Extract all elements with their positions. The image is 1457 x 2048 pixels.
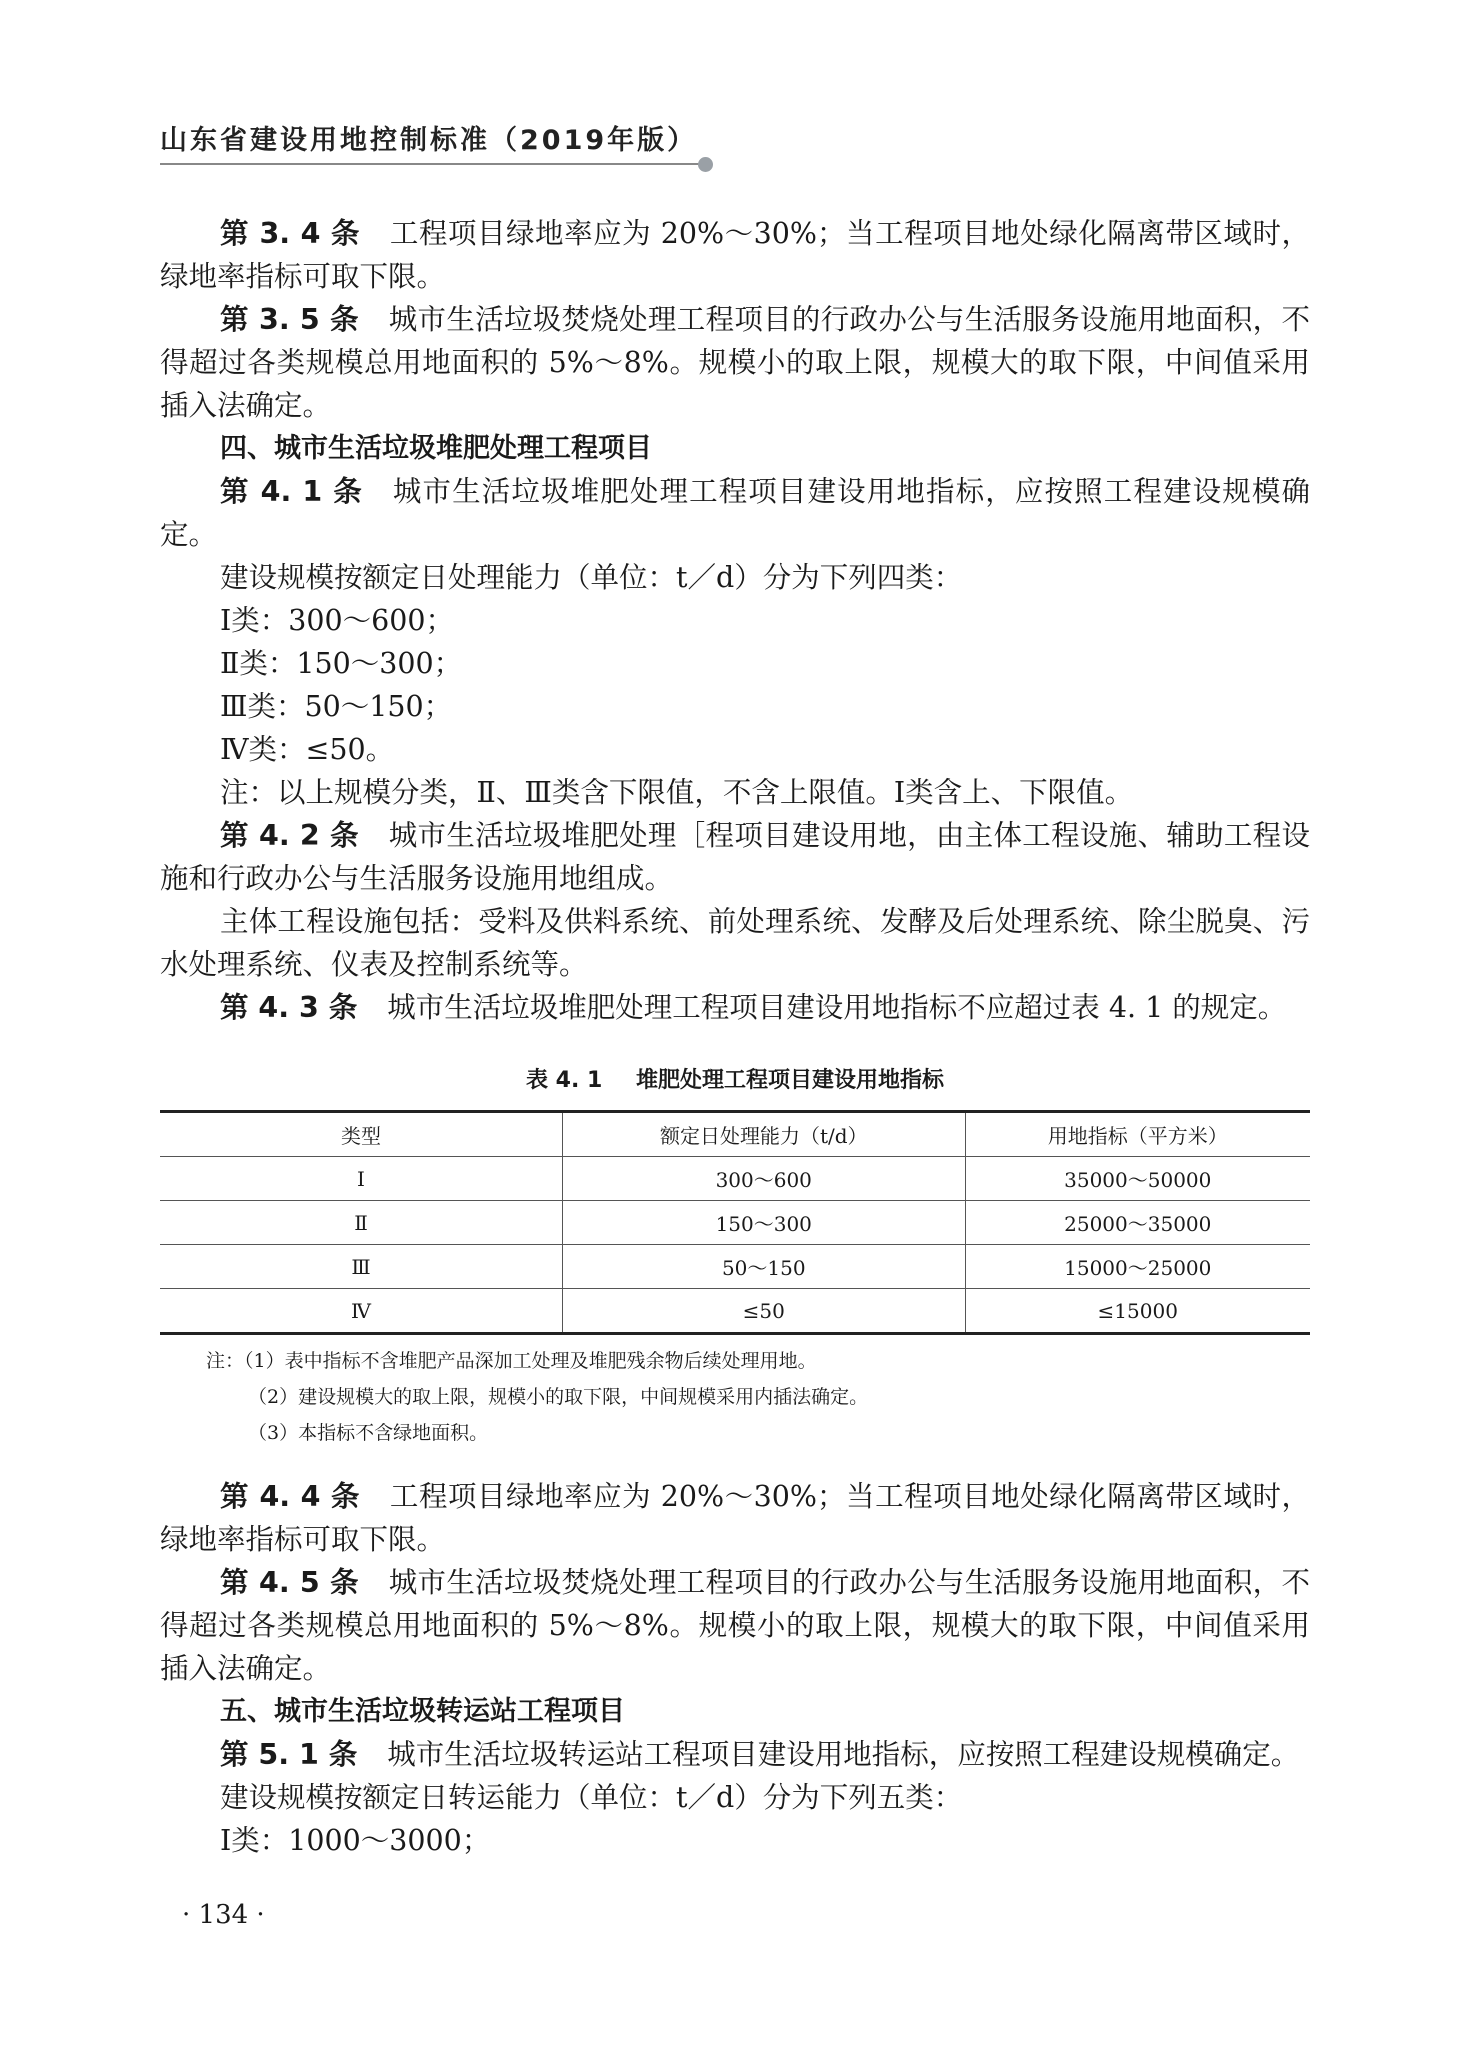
body-line: Ⅰ类：1000～3000； bbox=[220, 1824, 491, 1857]
page-number: · 134 · bbox=[182, 1900, 265, 1930]
table-cell: 15000～25000 bbox=[965, 1245, 1310, 1289]
body-text-bottom bbox=[160, 1475, 1310, 1862]
table-note-prefix: 注： bbox=[206, 1350, 245, 1372]
land-use-table bbox=[160, 1110, 1310, 1335]
section-heading: 五、城市生活垃圾转运站工程项目 bbox=[220, 1696, 625, 1727]
table-cell: Ⅳ bbox=[160, 1289, 563, 1334]
article-number: 第 3. 5 条 bbox=[220, 303, 359, 336]
table-note: （3）本指标不含绿地面积。 bbox=[248, 1422, 489, 1444]
table-cell: Ⅱ bbox=[160, 1201, 563, 1245]
section-heading: 四、城市生活垃圾堆肥处理工程项目 bbox=[220, 433, 652, 464]
table-cell: ≤50 bbox=[563, 1289, 966, 1334]
article-paragraph bbox=[160, 212, 1310, 298]
table-row bbox=[160, 1157, 1310, 1201]
article-text: 城市生活垃圾堆肥处理工程项目建设用地指标，应按照工程建设规模确定。 bbox=[160, 475, 1310, 551]
table-cell: 150～300 bbox=[563, 1201, 966, 1245]
table-cell: ≤15000 bbox=[965, 1289, 1310, 1334]
article-number: 第 3. 4 条 bbox=[220, 217, 360, 250]
article-number: 第 4. 5 条 bbox=[220, 1566, 359, 1599]
article-paragraph bbox=[160, 1733, 1310, 1776]
col-header-land-index: 用地指标（平方米） bbox=[965, 1112, 1310, 1157]
table-title: 堆肥处理工程项目建设用地指标 bbox=[635, 1068, 944, 1093]
article-number: 第 5. 1 条 bbox=[220, 1738, 358, 1771]
body-line: Ⅱ类：150～300； bbox=[220, 647, 463, 680]
article-number: 第 4. 4 条 bbox=[220, 1480, 360, 1513]
article-paragraph bbox=[160, 470, 1310, 556]
body-line: 建设规模按额定日转运能力（单位：t／d）分为下列五类： bbox=[220, 1781, 963, 1814]
table-cell: 300～600 bbox=[563, 1157, 966, 1201]
body-line: 注：以上规模分类，Ⅱ、Ⅲ类含下限值，不含上限值。Ⅰ类含上、下限值。 bbox=[220, 776, 1134, 809]
article-text: 工程项目绿地率应为 20%～30%；当工程项目地处绿化隔离带区域时，绿地率指标可取下限。 bbox=[160, 1480, 1310, 1556]
body-paragraph: 主体工程设施包括：受料及供料系统、前处理系统、发酵及后处理系统、除尘脱臭、污水处理系统、仪表及控制系统等。 bbox=[160, 905, 1310, 981]
body-line: Ⅰ类：300～600； bbox=[220, 604, 455, 637]
article-text: 城市生活垃圾转运站工程项目建设用地指标，应按照工程建设规模确定。 bbox=[387, 1738, 1300, 1771]
table-cell: Ⅲ bbox=[160, 1245, 563, 1289]
table-cell: 35000～50000 bbox=[965, 1157, 1310, 1201]
table-caption bbox=[160, 1063, 1310, 1094]
body-text-top bbox=[160, 212, 1310, 1029]
article-text: 城市生活垃圾焚烧处理工程项目的行政办公与生活服务设施用地面积，不得超过各类规模总用地面积的 5%～8%。规模小的取上限，规模大的取下限，中间值采用插入法确定。 bbox=[160, 1566, 1310, 1685]
article-number: 第 4. 1 条 bbox=[220, 475, 363, 508]
article-paragraph bbox=[160, 1475, 1310, 1561]
table-row bbox=[160, 1289, 1310, 1334]
table-number: 表 4. 1 bbox=[526, 1068, 603, 1093]
article-text: 城市生活垃圾堆肥处理［程项目建设用地，由主体工程设施、辅助工程设施和行政办公与生活服务设施用地组成。 bbox=[160, 819, 1310, 895]
article-paragraph bbox=[160, 986, 1310, 1029]
running-header: 山东省建设用地控制标准（2019年版） bbox=[160, 125, 698, 156]
article-number: 第 4. 3 条 bbox=[220, 991, 358, 1024]
article-text: 城市生活垃圾堆肥处理工程项目建设用地指标不应超过表 4. 1 的规定。 bbox=[387, 991, 1287, 1024]
table-row bbox=[160, 1245, 1310, 1289]
article-paragraph bbox=[160, 1561, 1310, 1690]
table-header-row bbox=[160, 1112, 1310, 1157]
article-paragraph bbox=[160, 298, 1310, 427]
table-note: （2）建设规模大的取上限，规模小的取下限，中间规模采用内插法确定。 bbox=[248, 1386, 869, 1408]
article-paragraph bbox=[160, 814, 1310, 900]
table-note-text: （1）表中指标不含堆肥产品深加工处理及堆肥残余物后续处理用地。 bbox=[244, 1350, 817, 1372]
table-notes bbox=[160, 1343, 1310, 1451]
table-cell: 25000～35000 bbox=[965, 1201, 1310, 1245]
table-cell: 50～150 bbox=[563, 1245, 966, 1289]
col-header-type: 类型 bbox=[160, 1112, 563, 1157]
body-line: Ⅳ类：≤50。 bbox=[220, 733, 395, 766]
header-rule bbox=[160, 163, 705, 165]
article-text: 工程项目绿地率应为 20%～30%；当工程项目地处绿化隔离带区域时，绿地率指标可取下限。 bbox=[160, 217, 1310, 293]
table-note bbox=[206, 1343, 1310, 1379]
col-header-capacity: 额定日处理能力（t/d） bbox=[563, 1112, 966, 1157]
article-text: 城市生活垃圾焚烧处理工程项目的行政办公与生活服务设施用地面积，不得超过各类规模总用地面积的 5%～8%。规模小的取上限，规模大的取下限，中间值采用插入法确定。 bbox=[160, 303, 1310, 422]
body-line: Ⅲ类：50～150； bbox=[220, 690, 453, 723]
table-row bbox=[160, 1201, 1310, 1245]
table-cell: Ⅰ bbox=[160, 1157, 563, 1201]
page-body bbox=[160, 212, 1310, 1862]
article-number: 第 4. 2 条 bbox=[220, 819, 359, 852]
body-line: 建设规模按额定日处理能力（单位：t／d）分为下列四类： bbox=[220, 561, 963, 594]
header-dot bbox=[698, 157, 713, 172]
